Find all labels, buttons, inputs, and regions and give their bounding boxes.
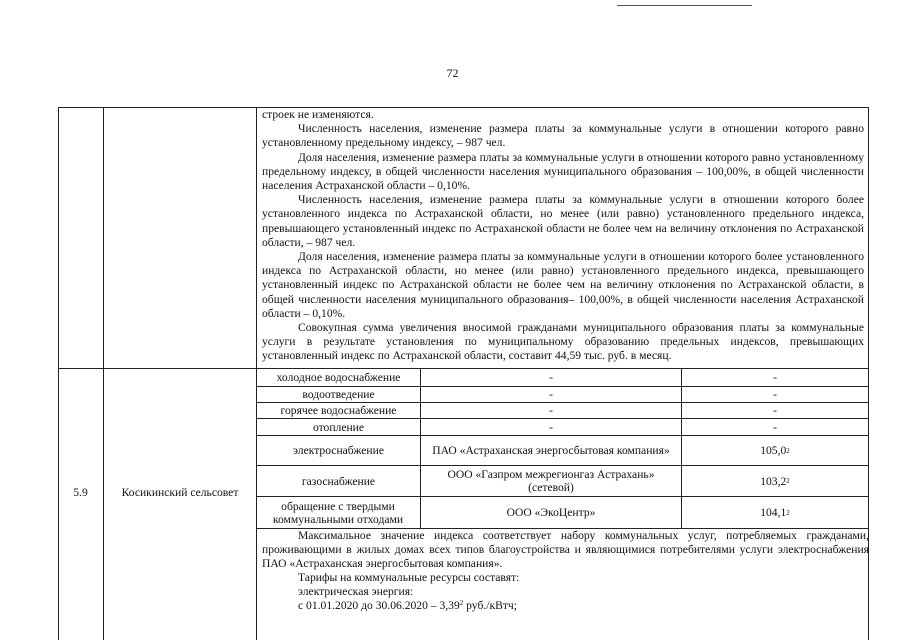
page-number: 72	[446, 66, 459, 80]
service-provider: -	[549, 420, 553, 434]
service-provider: ПАО «Астраханская энергосбытовая компания»	[432, 444, 670, 457]
tariff-resource: электрическая энергия:	[298, 585, 414, 599]
service-name: электроснабжение	[293, 444, 384, 457]
tariffs-heading: Тарифы на коммунальные ресурсы составят:	[298, 571, 520, 585]
service-name: обращение с твердыми коммунальными отходами	[272, 499, 404, 526]
service-index: -	[773, 371, 777, 384]
service-index: -	[773, 420, 777, 434]
paragraph: строек не изменяются.	[262, 108, 374, 121]
municipality-name: Косикинский сельсовет	[121, 486, 239, 499]
service-name: горячее водоснабжение	[280, 404, 397, 417]
service-index: 104,1 2	[760, 506, 790, 519]
service-provider: -	[549, 404, 553, 417]
service-index: 105,0 2	[760, 444, 790, 457]
paragraph: Максимальное значение индекса соответствует набору коммунальных услуг, потребляемых гражданами, проживающими в жилых домах всех типов благоустройства и являющимися потребителями услуги электроснабжения ПАО «Астраханская энергосбытовая компания».	[262, 529, 869, 571]
paragraph: Совокупная сумма увеличения вносимой гражданами муниципального образования платы за коммунальные услуги в результате установления по муниципальному образованию предельных индексов, превышающих установленный индекс по Астраханской области, составит 44,59 тыс. руб. в месяц.	[262, 321, 864, 363]
paragraph: Численность населения, изменение размера платы за коммунальные услуги в отношении которого более установленного индекса по Астраханской области, но менее (или равно) установленного предельного индекса, превышающего установленный индекс по Астраханской области не более чем на величину отклонения по Астраханской области, – 987 чел.	[262, 193, 864, 249]
service-provider: ООО «Газпром межрегионгаз Астрахань» (сетевой)	[447, 468, 655, 494]
col-divider-number	[103, 107, 104, 640]
paragraph: Численность населения, изменение размера платы за коммунальные услуги в отношении которого равно установленному предельному индексу, – 987 чел.	[262, 122, 864, 150]
paragraph: Доля населения, изменение размера платы за коммунальные услуги в отношении которого более установленного индекса по Астраханской области, но менее (или равно) установленного предельного индекса, превышающего установленный индекс по Астраханской области не более чем на величину отклонения по Астраханской области, в общей численности населения муниципального образования– 100,00%, в общей численности населения Астраханской области – 0,10%.	[262, 250, 864, 320]
top-text-block	[262, 108, 864, 364]
bottom-text-block	[262, 529, 869, 614]
header-rule	[617, 5, 752, 6]
service-index: 103,2 2	[760, 474, 790, 488]
service-name: холодное водоснабжение	[276, 371, 401, 384]
table-left-border	[58, 107, 59, 640]
service-index: -	[773, 404, 777, 417]
service-name: отопление	[312, 420, 365, 434]
service-name: водоотведение	[302, 388, 375, 401]
row-number: 5.9	[73, 486, 88, 499]
service-provider: -	[549, 388, 553, 401]
service-provider: ООО «ЭкоЦентр»	[506, 506, 596, 519]
service-name: газоснабжение	[301, 474, 376, 488]
paragraph: Доля населения, изменение размера платы за коммунальные услуги в отношении которого равно установленному предельному индексу, в общей численности населения муниципального образования – 100,00%, в общей численности населения Астраханской области – 0,10%.	[262, 150, 864, 193]
service-provider: -	[549, 371, 553, 384]
tariff-line: с 01.01.2020 до 30.06.2020 – 3,39$^2$ руб./кВтч;	[298, 599, 517, 613]
service-index: -	[773, 388, 777, 401]
